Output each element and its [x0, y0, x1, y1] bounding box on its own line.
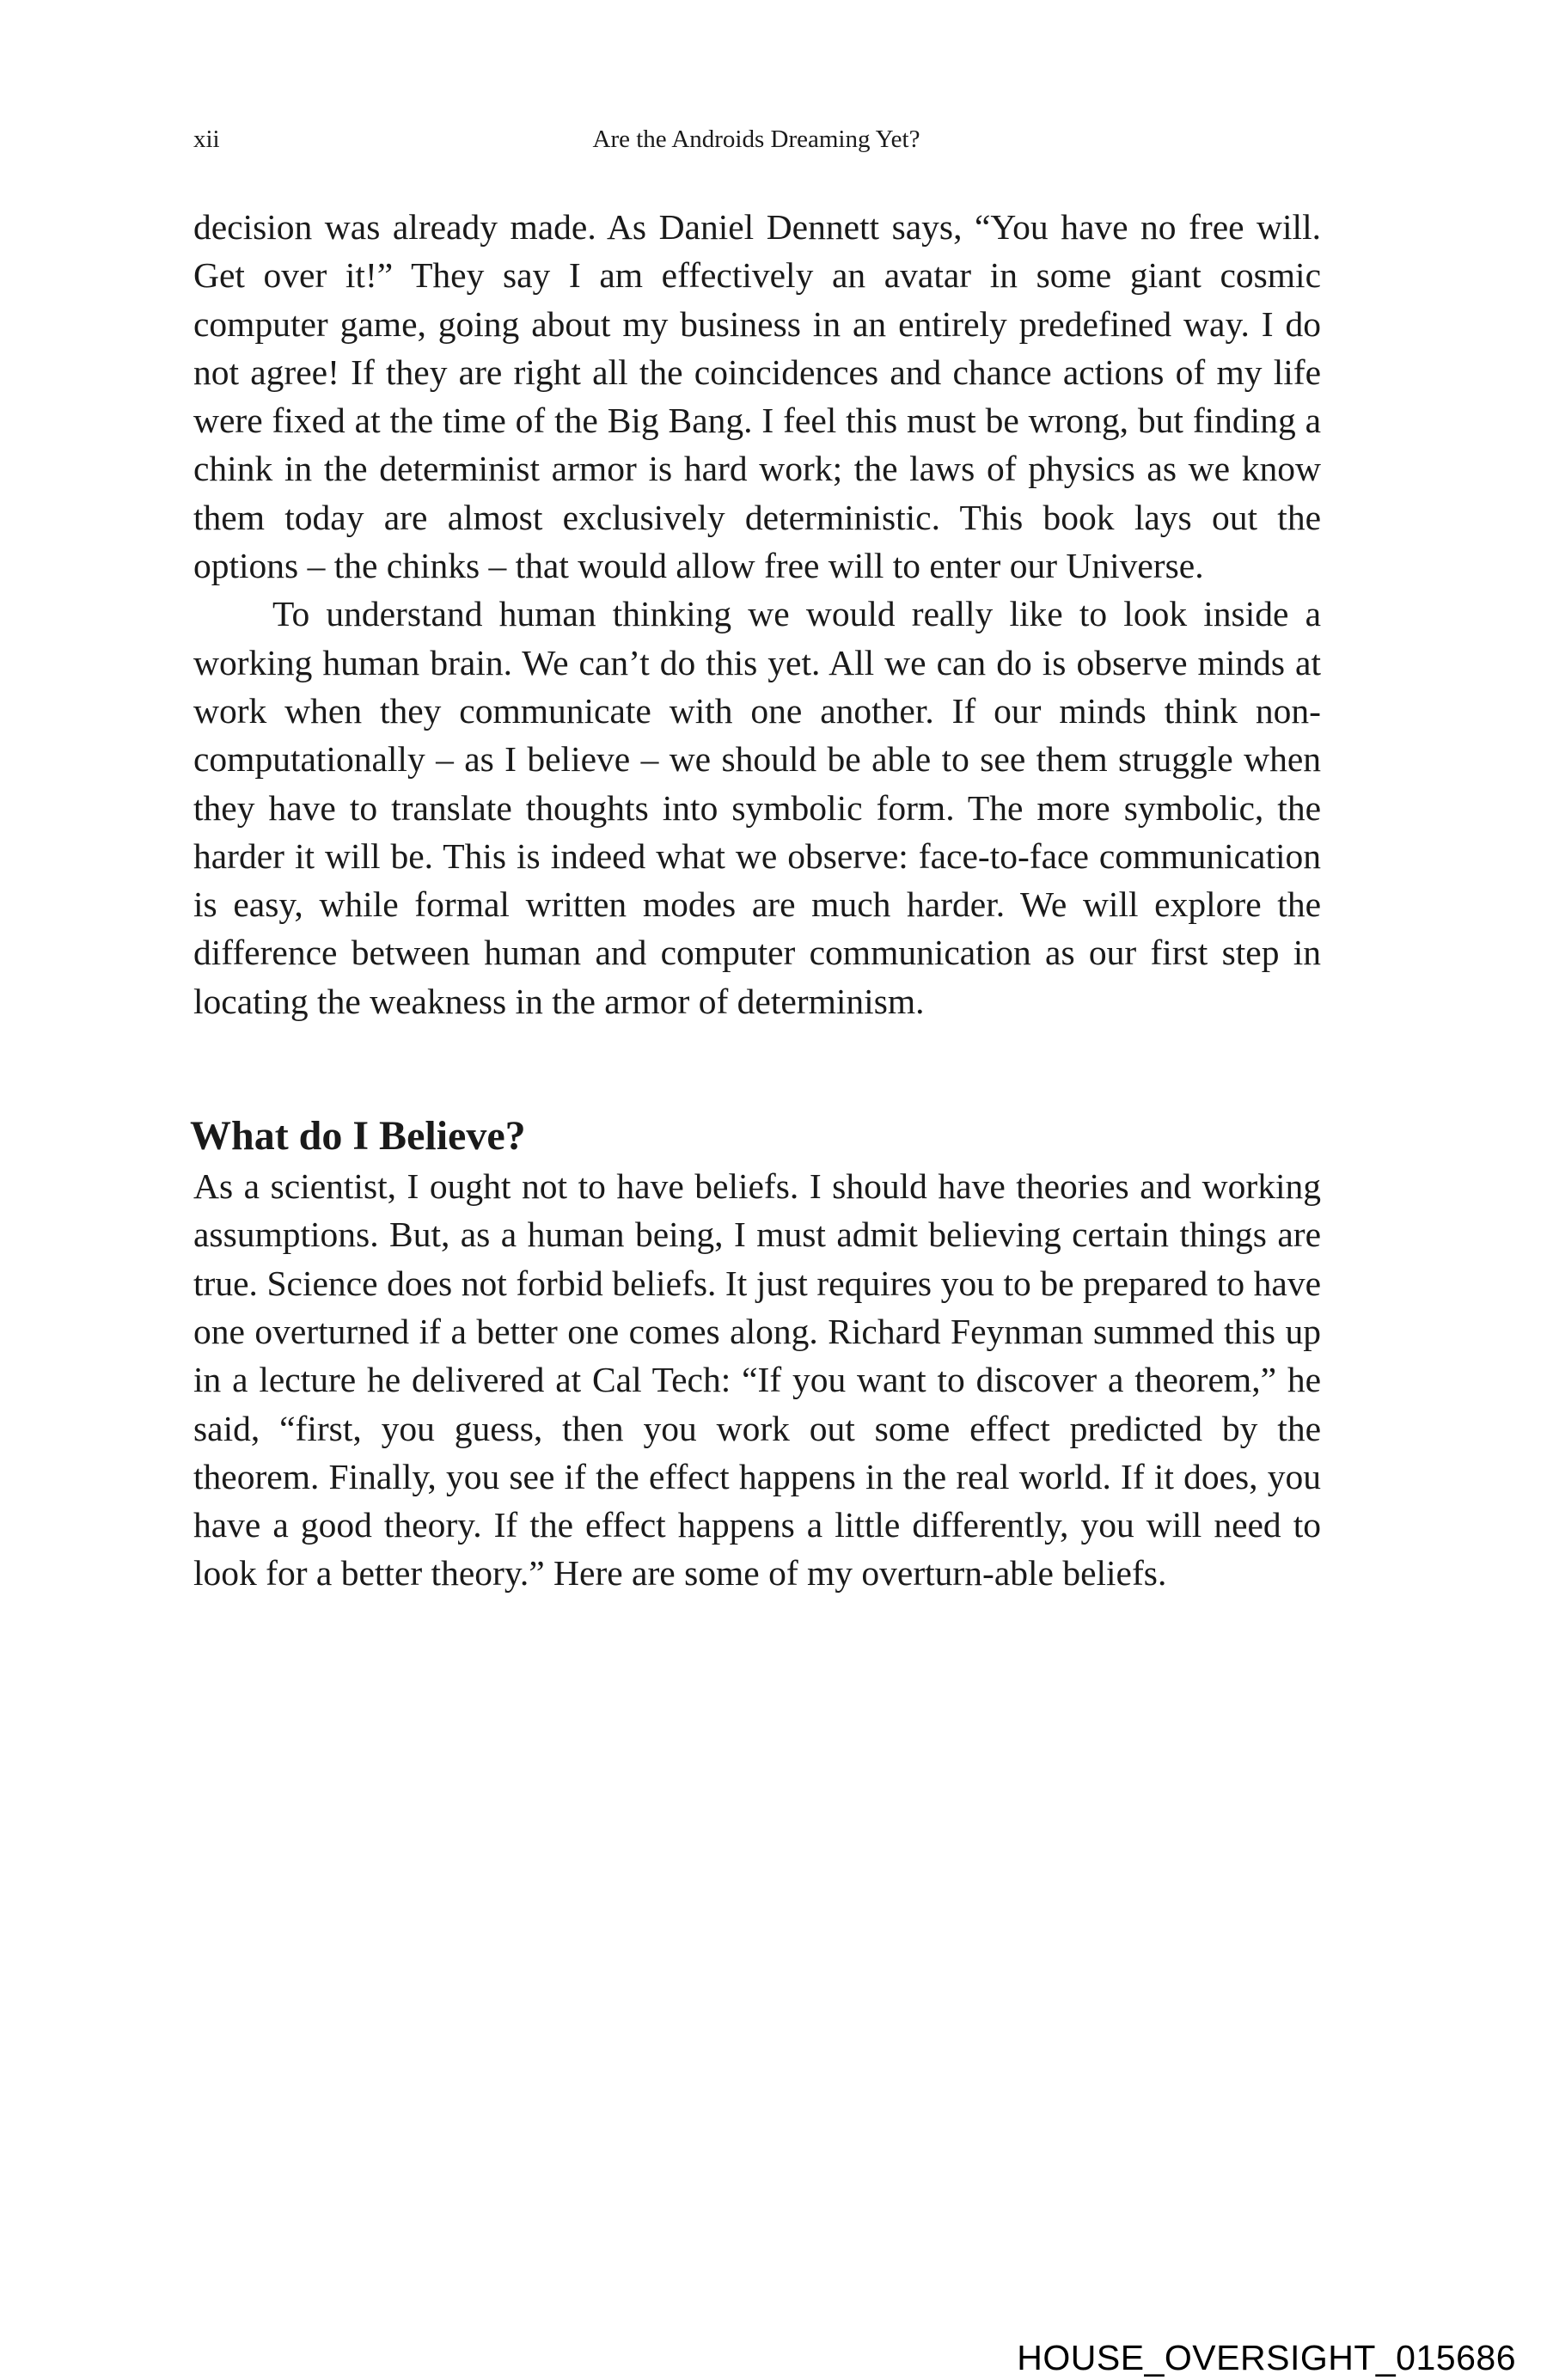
paragraph-human-thinking: To understand human thinking we would really like to look inside a working human brain. We can’t do this yet. All we can do is observe minds at work when they communicate with one another. If our minds think non-computationally – as I believe – we should be able to see them struggle when they have to translate thoughts into symbolic form. The more symbolic, the harder it will be. This is indeed what we observe: face-to-face communication is easy, while formal written modes are much harder. We will explore the difference between human and computer communication as our first step in locating the weakness in the armor of determinism. — [193, 594, 1321, 1021]
paragraph-beliefs: As a scientist, I ought not to have beliefs. I should have theories and working assumptions. But, as a human being, I must admit believing certain things are true. Science does not forbid beliefs. It just requires you to be prepared to have one overturned if a better one comes along. Richard Feynman summed this up in a lecture he delivered at Cal Tech: “If you want to discover a theorem,” he said, “first, you guess, then you work out some effect predicted by the theorem. Finally, you see if the effect happens in the real world. If it does, you have a good theory. If the effect happens a little differently, you will need to look for a better theory.” Here are some of my overturn-able beliefs. — [193, 1166, 1321, 1594]
page-number: xii — [193, 125, 220, 153]
running-header — [193, 122, 1319, 156]
page-body — [190, 203, 1321, 1598]
paragraph-free-will: decision was already made. As Daniel Dennett says, “You have no free will. Get over it!” They say I am effectively an avatar in some giant cosmic computer game, going about my business in an entirely predefined way. I do not agree! If they are right all the coincidences and chance actions of my life were fixed at the time of the Big Bang. I feel this must be wrong, but finding a chink in the determinist armor is hard work; the laws of physics as we know them today are almost exclusively deterministic. This book lays out the options – the chinks – that would allow free will to enter our Universe. — [193, 207, 1321, 586]
section-heading: What do I Believe? — [190, 1113, 526, 1159]
book-title: Are the Androids Dreaming Yet? — [592, 125, 920, 153]
bates-stamp: HOUSE_OVERSIGHT_015686 — [1017, 2338, 1516, 2377]
